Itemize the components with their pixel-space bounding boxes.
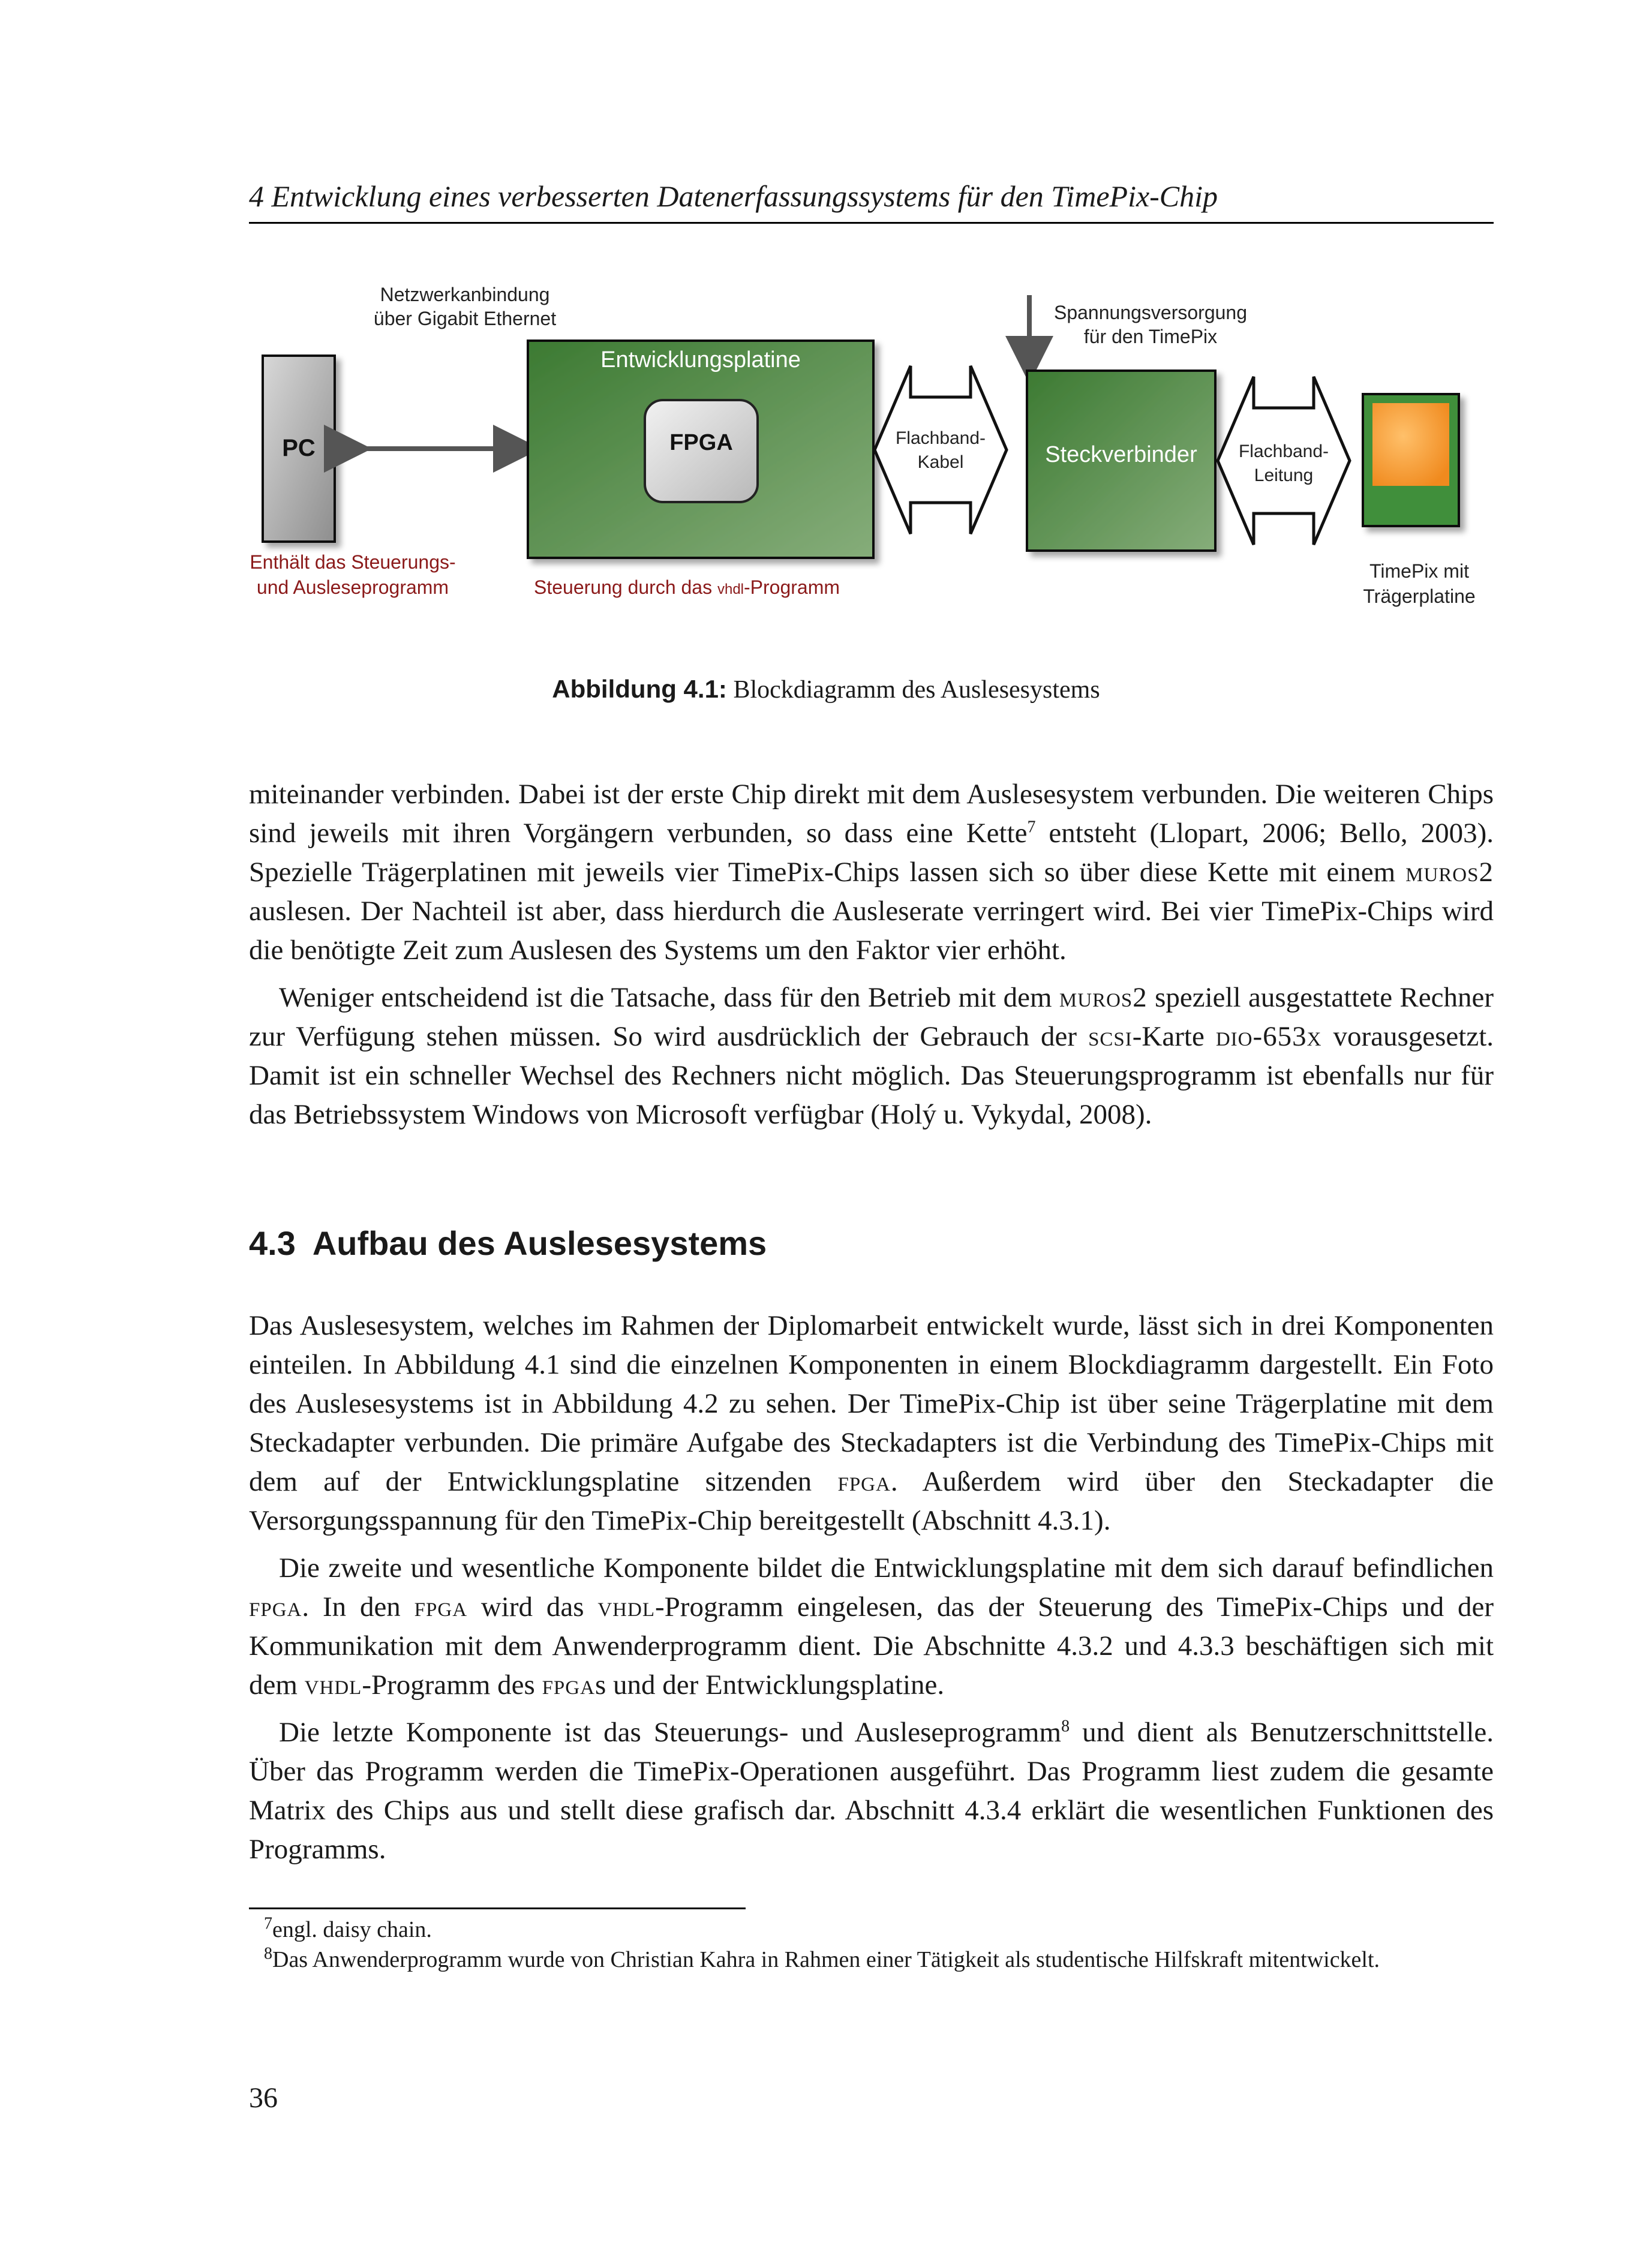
header-rule	[249, 222, 1494, 224]
figure-caption	[0, 675, 1652, 704]
network-label-line1: Netzwerkanbindung	[380, 284, 550, 305]
ribbon-line-label-line1: Flachband-	[1238, 441, 1329, 461]
caption-label: Abbildung 4.1:	[552, 675, 727, 703]
timepix-label-line1: TimePix mit	[1369, 560, 1469, 582]
ribbon-cable-arrow	[875, 366, 1007, 534]
section-number: 4.3	[249, 1224, 296, 1262]
section-title: Aufbau des Auslesesystems	[312, 1224, 767, 1262]
pc-label: PC	[282, 435, 316, 461]
running-header: 4 Entwicklung eines verbesserten Datenerfassungssystems für den TimePix-Chip	[249, 179, 1218, 213]
timepix-chip	[1372, 403, 1449, 486]
paragraph-5: Die letzte Komponente ist das Steuerungs- und Ausleseprogramm$^8$ und dient als Benutzerschnittstelle. Über das Programm werden die TimePix-Operationen ausgeführt. Das Programm liest zudem die gesamte Matrix des Chips aus und stellt diese grafisch dar. Abschnitt 4.3.4 erklärt die wesentlichen Funktionen des Programms.	[249, 1717, 1494, 1865]
paragraph-2: Weniger entscheidend ist die Tatsache, dass für den Betrieb mit dem muros2 speziell ausgestattete Rechner zur Verfügung stehen müssen. So wird ausdrücklich der Gebrauch der scsi-Karte dio-653x vorausgesetzt. Damit ist ein schneller Wechsel des Rechners nicht möglich. Das Steuerungsprogramm ist ebenfalls nur für das Betriebssystem Windows von Microsoft verfügbar (Holý u. Vykydal, 2008).	[249, 982, 1494, 1130]
footnote-rule	[249, 1907, 746, 1909]
power-label-line1: Spannungsversorgung	[1053, 302, 1248, 323]
board-note: Steuerung durch das vhdl-Programm	[534, 576, 840, 598]
network-label-line2: über Gigabit Ethernet	[373, 308, 557, 329]
pc-note-line2: und Ausleseprogramm	[256, 576, 449, 598]
caption-text: Blockdiagramm des Auslesesystems	[726, 676, 1100, 704]
power-label-line2: für den TimePix	[1083, 326, 1218, 347]
ribbon-cable-label-line2: Kabel	[917, 452, 964, 472]
footnote-7: $^7$engl. daisy chain.	[264, 1914, 432, 1942]
paragraph-3: Das Auslesesystem, welches im Rahmen der Diplomarbeit entwickelt wurde, lässt sich in drei Komponenten einteilen. In Abbildung 4.1 sind die einzelnen Komponenten in einem Blockdiagramm dargestellt. Ein Foto des Auslesesystems ist in Abbildung 4.2 zu sehen. Der TimePix-Chip ist über seine Trägerplatine mit dem Steckadapter verbunden. Die primäre Aufgabe des Steckadapters ist die Verbindung des TimePix-Chips mit dem auf der Entwicklungsplatine sitzenden fpga. Außerdem wird über den Steckadapter die Versorgungsspannung für den TimePix-Chip bereitgestellt (Abschnitt 4.3.1).	[249, 1310, 1494, 1536]
page-number: 36	[249, 2082, 278, 2114]
timepix-label-line2: Trägerplatine	[1363, 585, 1476, 607]
footnote-ref-7[interactable]: 7	[1027, 818, 1036, 837]
footnote-8: $^8$Das Anwenderprogramm wurde von Christian Kahra in Rahmen einer Tätigkeit als studentische Hilfskraft mitentwickelt.	[264, 1944, 1380, 1972]
body-text-top	[249, 775, 1494, 1134]
ribbon-cable-label-line1: Flachband-	[895, 428, 986, 448]
section-heading	[249, 1224, 767, 1263]
footnote-ref-8[interactable]: 8	[1061, 1717, 1070, 1736]
fpga-label: FPGA	[669, 430, 733, 455]
block-diagram	[240, 276, 1500, 630]
body-text-bottom	[249, 1306, 1494, 1869]
ribbon-line-label-line2: Leitung	[1254, 465, 1314, 485]
connector-label: Steckverbinder	[1045, 442, 1197, 467]
development-board-label: Entwicklungsplatine	[600, 347, 801, 373]
paragraph-1: miteinander verbinden. Dabei ist der erste Chip direkt mit dem Auslesesystem verbunden. Die weiteren Chips sind jeweils mit ihren Vorgängern verbunden, so dass eine Kette$^7$ entsteht (Llopart, 2006; Bello, 2003). Spezielle Trägerplatinen mit jeweils vier TimePix-Chips lassen sich so über diese Kette mit einem muros2 auslesen. Der Nachteil ist aber, dass hierdurch die Ausleserate verringert wird. Bei vier TimePix-Chips wird die benötigte Zeit zum Auslesen des Systems um den Faktor vier erhöht.	[249, 779, 1494, 966]
pc-note-line1: Enthält das Steuerungs-	[250, 551, 456, 573]
paragraph-4: Die zweite und wesentliche Komponente bildet die Entwicklungsplatine mit dem sich darauf befindlichen fpga. In den fpga wird das vhdl-Programm eingelesen, das der Steuerung des TimePix-Chips und der Kommunikation mit dem Anwenderprogramm dient. Die Abschnitte 4.3.2 und 4.3.3 beschäftigen sich mit dem vhdl-Programm des fpgas und der Entwicklungsplatine.	[249, 1552, 1494, 1701]
